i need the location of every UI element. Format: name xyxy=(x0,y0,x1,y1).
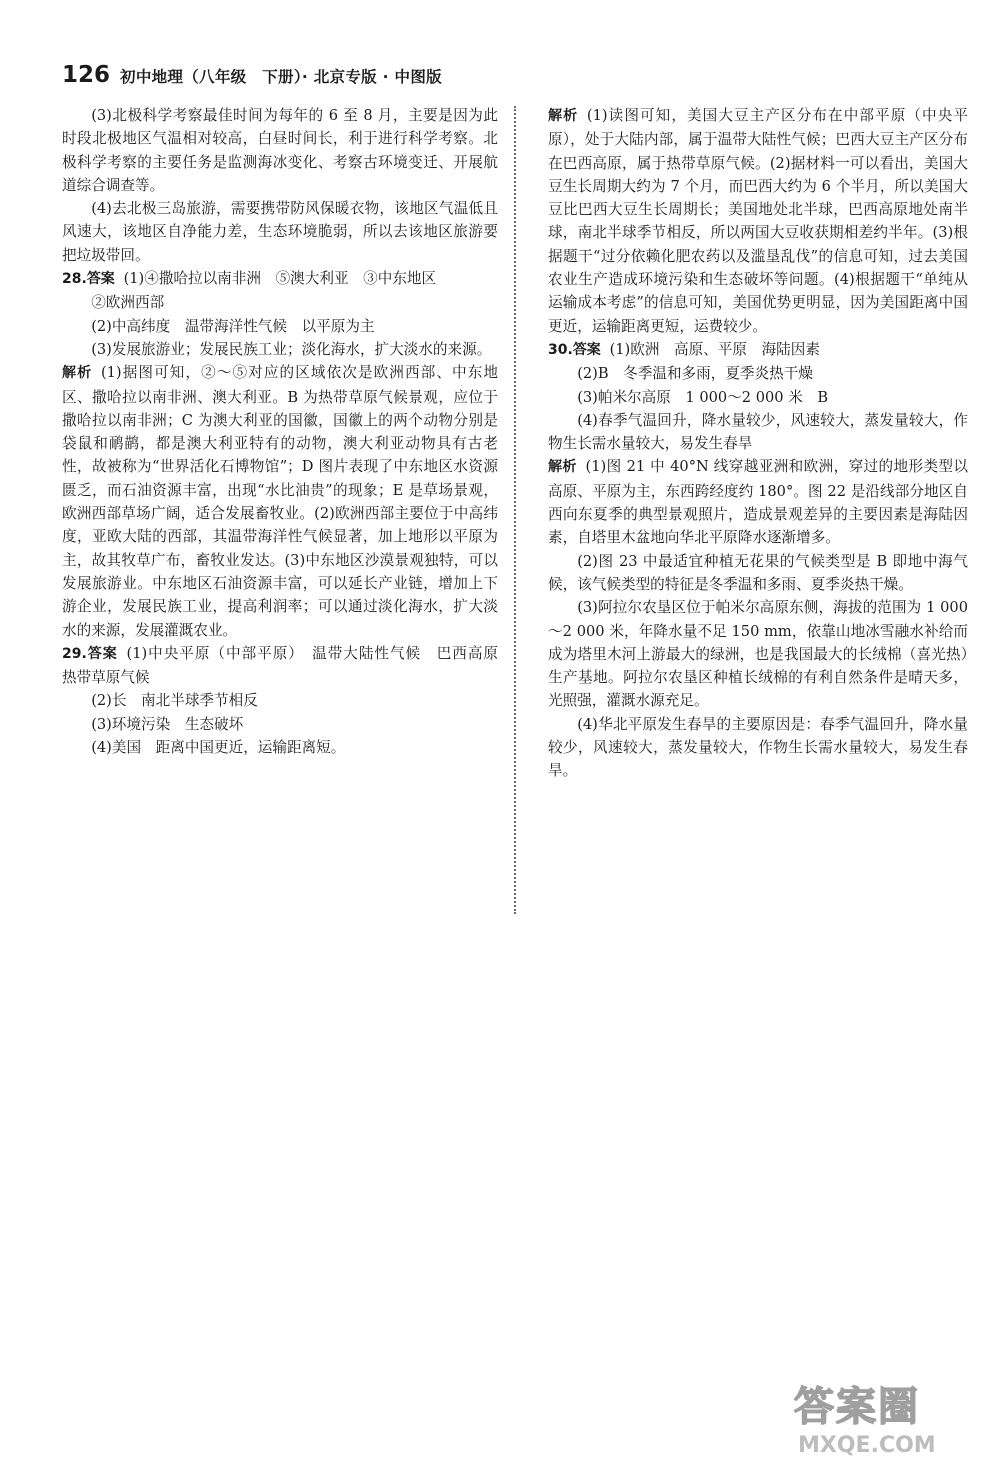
q30-analysis-1: (1)图 21 中 40°N 线穿越亚洲和欧洲，穿过的地形类型以高原、平原为主，东西跨经度约 180°。图 22 是沿线部分地区自西向东夏季的典型景观照片，造成景观差异的主要因素是海陆因素，自塔里木盆地向华北平原降水逐渐增多。 xyxy=(548,458,969,547)
column-divider xyxy=(514,106,516,914)
q29-answer-1: (1)中央平原（中部平原） 温带大陆性气候 巴西高原 热带草原气候 xyxy=(62,644,513,687)
question-29 xyxy=(62,642,513,759)
question-28 xyxy=(62,267,498,642)
right-column xyxy=(548,104,968,783)
q30-answer-1: (1)欧洲 高原、平原 海陆因素 xyxy=(609,340,820,358)
q29-answer-line1 xyxy=(62,642,513,690)
q29-analysis xyxy=(548,104,968,338)
q29-answer-3: (3)环境污染 生态破坏 xyxy=(91,715,244,733)
q29-analysis-label: 解析 xyxy=(548,108,579,124)
q27-part3: (3)北极科学考察最佳时间为每年的 6 至 8 月，主要是因为此时段北极地区气温相对较高，白昼时间长，利于进行科学考察。北极科学考察的主要任务是监测海冰变化、考察古环境变迁、开展航道综合调查等。 xyxy=(62,107,498,194)
q29-answer-2: (2)长 南北半球季节相反 xyxy=(91,692,258,710)
q30-answer-line1 xyxy=(548,338,968,362)
q30-answer-2: (2)B 冬季温和多雨，夏季炎热干燥 xyxy=(577,365,813,383)
q28-answer-3: (3)发展旅游业；发展民族工业；淡化海水，扩大淡水的来源。 xyxy=(91,340,492,358)
q29-answer-label: 答案 xyxy=(86,645,118,662)
q29-number: 29. xyxy=(62,645,87,662)
watermark-logo xyxy=(788,1362,988,1462)
left-column xyxy=(62,104,513,759)
q30-analysis-label: 解析 xyxy=(548,459,577,476)
q28-answer-label: 答案 xyxy=(86,271,115,288)
q30-answer-3: (3)帕米尔高原 1 000～2 000 米 B xyxy=(577,388,829,406)
q30-analysis-4: (4)华北平原发生春旱的主要原因是：春季气温回升，降水量较少，风速较大，蒸发量较大，作物生长需水量较大，易发生春旱。 xyxy=(548,715,968,780)
q30-analysis xyxy=(548,455,968,549)
q30-analysis-2: (2)图 23 中最适宜种植无花果的气候类型是 B 即地中海气候，该气候类型的特征是冬季温和多雨、夏季炎热干燥。 xyxy=(548,552,968,593)
q30-analysis-3: (3)阿拉尔农垦区位于帕米尔高原东侧，海拔的范围为 1 000～2 000 米，年降水量不足 150 mm，依靠山地冰雪融水补给而成为塔里木河上游最大的绿洲，也是我国最大的长绒棉（喜光热）生产基地。阿拉尔农垦区种植长绒棉的有利自然条件是晴天多，光照强，灌溉水源充足。 xyxy=(548,599,968,710)
q28-analysis-label: 解析 xyxy=(62,365,93,382)
q29-analysis-text: (1)读图可知，美国大豆主产区分布在中部平原（中央平原），处于大陆内部，属于温带大陆性气候；巴西大豆主产区分布在巴西高原，属于热带草原气候。(2)据材料一可以看出，美国大豆生长周期大约为 7 个月，而巴西大约为 6 个半月，所以美国大豆比巴西大豆生长周期长；美国地处北半球，巴西高原地处南半球，南北半球季节相反，所以两国大豆收获期相差约半年。(3)根据题干“过分依赖化肥农药以及滥垦乱伐”的信息可知，过去美国农业生产造成环境污染和生态破坏等问题。(4)根据题干“单纯从运输成本考虑”的信息可知，美国优势更明显，因为美国距离中国更近，运输距离更短，运费较少。 xyxy=(548,107,968,335)
page-header xyxy=(62,62,942,92)
q30-answer-label: 答案 xyxy=(572,341,601,358)
watermark-url: MXQE.COM xyxy=(798,1433,936,1458)
watermark-logo-text: 答案圈 xyxy=(794,1384,920,1430)
q28-number: 28. xyxy=(62,271,87,288)
q30-answer-4: (4)春季气温回升，降水量较少，风速较大，蒸发量较大，作物生长需水量较大，易发生春旱 xyxy=(548,411,968,453)
q28-answer-1-cont: ②欧洲西部 xyxy=(91,294,165,312)
question-30 xyxy=(548,338,968,783)
q28-analysis xyxy=(62,361,498,642)
q28-answer-2: (2)中高纬度 温带海洋性气候 以平原为主 xyxy=(91,317,375,335)
q29-answer-4: (4)美国 距离中国更近，运输距离短。 xyxy=(91,739,346,757)
q28-answer-line1 xyxy=(62,267,498,291)
q28-answer-1: (1)④撒哈拉以南非洲 ⑤澳大利亚 ③中东地区 xyxy=(123,270,437,288)
page-number: 126 xyxy=(62,62,111,88)
q28-analysis-text: (1)据图可知，②～⑤对应的区域依次是欧洲西部、中东地区、撒哈拉以南非洲、澳大利亚。B 为热带草原气候景观，应位于撒哈拉以南非洲；C 为澳大利亚的国徽，国徽上的两个动物分别是袋鼠和鸸鹋，都是澳大利亚特有的动物，澳大利亚动物具有古老性，故被称为“世界活化石博物馆”；D 图片表现了中东地区水资源匮乏，而石油资源丰富，出现“水比油贵”的现象；E 是草场景观，欧洲西部草场广阔，适合发展畜牧业。(2)欧洲西部主要位于中高纬度，亚欧大陆的西部，其温带海洋性气候显著，加上地形以平原为主，故其牧草广布，畜牧业发达。(3)中东地区沙漠景观独特，可以发展旅游业。中东地区石油资源丰富，可以延长产业链，增加上下游企业，发展民族工业，提高利润率；可以通过淡化海水，扩大淡水的来源，发展灌溉农业。 xyxy=(62,364,498,639)
q30-number: 30. xyxy=(548,341,573,358)
q27-part4: (4)去北极三岛旅游，需要携带防风保暖衣物，该地区气温低且风速大，该地区自净能力差，生态环境脆弱，所以去该地区旅游要把垃圾带回。 xyxy=(62,200,498,264)
book-title: 初中地理（八年级 下册）· 北京专版 · 中图版 xyxy=(120,68,442,86)
